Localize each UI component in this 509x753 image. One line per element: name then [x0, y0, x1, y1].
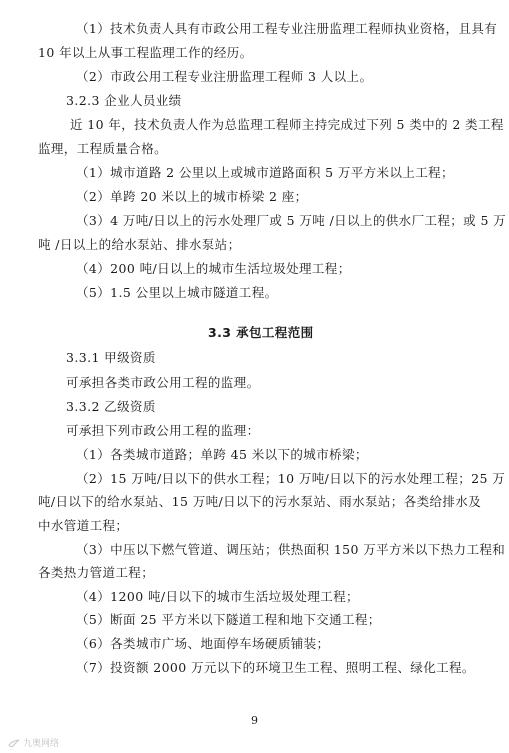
text-line: （1）技术负责人具有市政公用工程专业注册监理工程师执业资格，且具有: [76, 21, 498, 36]
text-line: （1）城市道路 2 公里以上或城市道路面积 5 万平方米以上工程；: [76, 165, 454, 180]
text-line: （7）投资额 2000 万元以下的环境卫生工程、照明工程、绿化工程。: [76, 660, 475, 675]
section-heading: 3.3.2 乙级资质: [66, 399, 156, 414]
bird-logo-icon: [8, 737, 20, 749]
section-title: 3.3 承包工程范围: [208, 325, 314, 340]
text-line: 中水管道工程；: [38, 518, 129, 533]
text-line: 吨/日以下的给水泵站、15 万吨/日以下的污水泵站、雨水泵站；各类给排水及: [38, 494, 482, 509]
section-heading: 3.2.3 企业人员业绩: [66, 93, 182, 108]
text-line: （3）中压以下燃气管道、调压站；供热面积 150 万平方米以下热力工程和: [76, 542, 506, 557]
text-line: （5）1.5 公里以上城市隧道工程。: [76, 285, 278, 300]
text-line: 可承担下列市政公用工程的监理：: [66, 423, 260, 438]
text-line: 监理，工程质量合格。: [38, 141, 168, 156]
text-line: （4）200 吨/日以上的城市生活垃圾处理工程；: [76, 261, 351, 276]
text-line: 吨 /日以上的给水泵站、排水泵站；: [38, 237, 241, 252]
section-heading: 3.3.1 甲级资质: [66, 350, 156, 365]
text-line: 各类热力管道工程；: [38, 565, 155, 580]
text-line: （5）断面 25 平方米以下隧道工程和地下交通工程；: [76, 612, 381, 627]
text-line: （1）各类城市道路；单跨 45 米以下的城市桥梁；: [76, 447, 368, 462]
text-line: （2）单跨 20 米以上的城市桥梁 2 座；: [76, 189, 308, 204]
watermark: [8, 736, 59, 749]
watermark-text: 九奥网络: [23, 739, 60, 749]
text-line: （6）各类城市广场、地面停车场硬质铺装；: [76, 636, 330, 651]
text-line: 近 10 年，技术负责人作为总监理工程师主持完成过下列 5 类中的 2 类工程: [70, 117, 504, 132]
page-number: 9: [251, 714, 258, 727]
text-line: （3）4 万吨/日以上的污水处理厂或 5 万吨 /日以上的供水厂工程；或 5 万: [76, 213, 507, 228]
text-line: （2）15 万吨/日以下的供水工程；10 万吨/日以下的污水处理工程；25 万: [76, 471, 506, 486]
text-line: （4）1200 吨/日以下的城市生活垃圾处理工程；: [76, 589, 359, 604]
text-line: （2）市政公用工程专业注册监理工程师 3 人以上。: [76, 69, 373, 84]
text-line: 可承担各类市政公用工程的监理。: [66, 375, 260, 390]
text-line: 10 年以上从事工程监理工作的经历。: [38, 45, 253, 60]
